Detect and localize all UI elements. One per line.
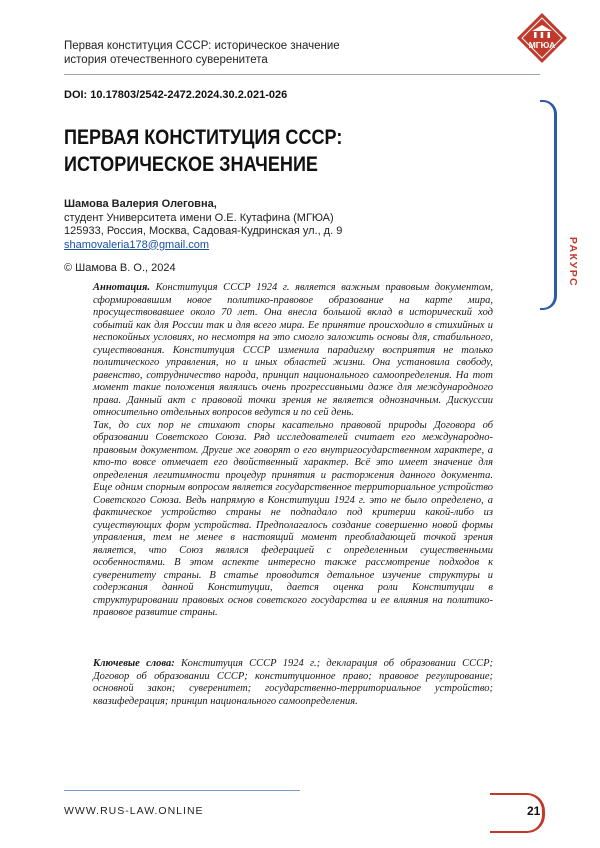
doi: DOI: 10.17803/2542-2472.2024.30.2.021-026 (64, 89, 288, 101)
page-number: 21 (527, 804, 541, 818)
author-email-link[interactable]: shamovaleria178@gmail.com (64, 238, 210, 251)
running-header (64, 39, 484, 67)
article-title-line2: ИСТОРИЧЕСКОЕ ЗНАЧЕНИЕ (64, 153, 318, 176)
article-title-line1: ПЕРВАЯ КОНСТИТУЦИЯ СССР: (64, 126, 343, 149)
abstract-label: Аннотация. (93, 282, 151, 293)
section-label-text: РАКУРС (567, 236, 580, 288)
university-logo (516, 12, 568, 64)
logo-text: МГЮА (528, 40, 556, 50)
side-bracket (540, 100, 557, 310)
abstract (93, 282, 493, 620)
abstract-text-1: Конституция СССР 1924 г. является важным правовым документом, сформировавшим новое политико-правовое образование на карте мира, просуществовавшее около 70 лет. Она внесла большой вклад в исторический ход событий как для России так и для всего мира. Ее принятие происходило в стихийных и неспокойных условиях, но несмотря на это смогло заложить основы для, стабильного, существования. Конституция СССР изменила парадигму восприятия не только политического управления, но и иных областей жизни. Она установила свободу, равенство, сотрудничество народа, принцип национального самоопределения. На тот момент такие положения являлись очень прогрессивными даже для международного права. Данный акт с правовой точки зрения не является однозначным. Дискуссии относительно отдельных вопросов ведутся и по сей день. (93, 282, 493, 418)
article-title (64, 124, 460, 178)
running-header-line1: Первая конституция СССР: историческое значение (64, 40, 340, 52)
section-label (561, 232, 585, 292)
keywords (93, 658, 493, 708)
running-header-line2: история отечественного суверенитета (64, 54, 268, 66)
copyright: © Шамова В. О., 2024 (64, 262, 176, 274)
footer-website[interactable]: WWW.RUS-LAW.ONLINE (64, 805, 204, 817)
author-block (64, 198, 524, 252)
author-address: 125933, Россия, Москва, Садовая-Кудринская ул., д. 9 (64, 225, 343, 237)
author-position: студент Университета имени О.Е. Кутафина (МГЮА) (64, 211, 334, 224)
keywords-text: Конституция СССР 1924 г.; декларация об образовании СССР; Договор об образовании СССР; конституционное право; правовое регулирование; основной закон; суверенитет; государственно-территориальное устройство; квазифедерация; принцип национального самоопределения. (93, 658, 494, 707)
header-divider (64, 74, 540, 75)
author-name: Шамова Валерия Олеговна, (64, 198, 217, 210)
abstract-paragraph-2: Так, до сих пор не стихают споры касательно правовой природы Договора об образовании Советского Союза. Ряд исследователей считает его международно-правовым документом. Другие же говорят о его внутригосударственном характере, а кто-то вовсе отмечает его двойственный характер. Всё это имеет значение для определения легитимности процедур принятия и расторжения данного документа. Еще одним спорным вопросом является государственное территориальное устройство Советского Союза. Ведь напрямую в Конституции 1924 г. это не было определено, а фактическое устройство страны не подпадало под критерии какой-либо из существующих форм устройства. Предполагалось создание совершенно новой формы управления, тем не менее в настоящий момент преобладающей точкой зрения является, что Союз являлся федерацией с определенным существенными особенностями. В этом аспекте интересно также рассмотрение подходов к суверенитету страны. В статье проводится детальное изучение структуры и содержания данной Конституции, дается оценка роли Конституции в структурировании правовых основ советского государства и ее влияния на политико-правовое развитие страны. (93, 419, 493, 618)
abstract-paragraph-1 (93, 282, 493, 420)
footer-divider (64, 790, 300, 791)
keywords-label: Ключевые слова: (93, 658, 175, 669)
